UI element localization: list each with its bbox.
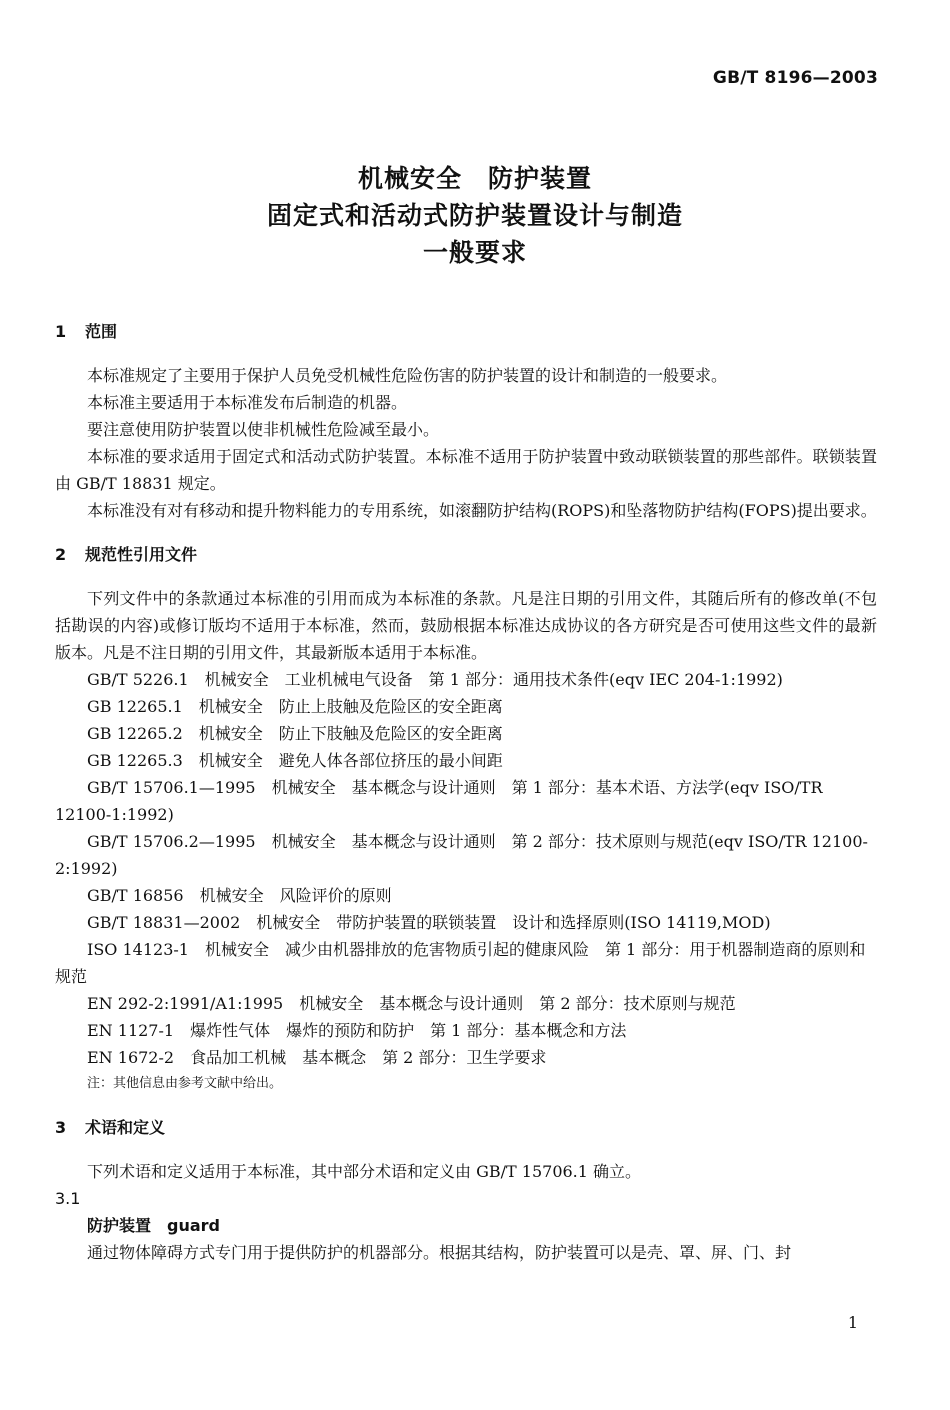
- section-title: 术语和定义: [85, 1118, 166, 1137]
- reference-item: GB 12265.3 机械安全 避免人体各部位挤压的最小间距: [87, 751, 503, 770]
- section-heading-normative-references: [55, 541, 877, 569]
- reference-item: ISO 14123-1 机械安全 减少由机器排放的危害物质引起的健康风险 第 1 部分：用于机器制造商的原则和规范: [55, 940, 866, 986]
- section-number: 3: [55, 1118, 67, 1137]
- reference-item: EN 292-2:1991/A1:1995 机械安全 基本概念与设计通则 第 2 部分：技术原则与规范: [87, 994, 736, 1013]
- term-number: 3.1: [55, 1189, 81, 1208]
- reference-item: GB/T 15706.1—1995 机械安全 基本概念与设计通则 第 1 部分：基本术语、方法学(eqv ISO/TR 12100-1:1992): [55, 778, 823, 824]
- note: 注：其他信息由参考文献中给出。: [87, 1076, 283, 1091]
- paragraph: 本标准规定了主要用于保护人员免受机械性危险伤害的防护装置的设计和制造的一般要求。: [87, 366, 728, 385]
- reference-item: GB/T 16856 机械安全 风险评价的原则: [87, 886, 392, 905]
- document-title: [0, 160, 950, 271]
- paragraph: 下列文件中的条款通过本标准的引用而成为本标准的条款。凡是注日期的引用文件，其随后所有的修改单(不包括勘误的内容)或修订版均不适用于本标准，然而，鼓励根据本标准达成协议的各方研究是否可使用这些文件的最新版本。凡是不注日期的引用文件，其最新版本适用于本标准。: [55, 589, 877, 662]
- reference-item: EN 1672-2 食品加工机械 基本概念 第 2 部分：卫生学要求: [87, 1048, 547, 1067]
- reference-item: GB 12265.2 机械安全 防止下肢触及危险区的安全距离: [87, 724, 503, 743]
- section-title: 范围: [85, 322, 118, 341]
- paragraph: 本标准主要适用于本标准发布后制造的机器。: [87, 393, 408, 412]
- term-name: 防护装置 guard: [87, 1216, 220, 1235]
- reference-item: GB/T 5226.1 机械安全 工业机械电气设备 第 1 部分：通用技术条件(eqv IEC 204-1:1992): [87, 670, 783, 689]
- paragraph: 本标准的要求适用于固定式和活动式防护装置。本标准不适用于防护装置中致动联锁装置的那些部件。联锁装置由 GB/T 18831 规定。: [55, 447, 877, 493]
- paragraph: 要注意使用防护装置以使非机械性危险减至最小。: [87, 420, 440, 439]
- document-body: [55, 318, 877, 1266]
- reference-item: EN 1127-1 爆炸性气体 爆炸的预防和防护 第 1 部分：基本概念和方法: [87, 1021, 627, 1040]
- paragraph: 本标准没有对有移动和提升物料能力的专用系统，如滚翻防护结构(ROPS)和坠落物防护结构(FOPS)提出要求。: [87, 501, 877, 520]
- section-number: 2: [55, 545, 67, 564]
- section-title: 规范性引用文件: [85, 545, 198, 564]
- page-number: 1: [847, 1313, 858, 1332]
- reference-item: GB/T 18831—2002 机械安全 带防护装置的联锁装置 设计和选择原则(ISO 14119,MOD): [87, 913, 771, 932]
- paragraph: 下列术语和定义适用于本标准，其中部分术语和定义由 GB/T 15706.1 确立。: [87, 1162, 642, 1181]
- reference-item: GB 12265.1 机械安全 防止上肢触及危险区的安全距离: [87, 697, 503, 716]
- section-number: 1: [55, 322, 67, 341]
- title-line-1: 机械安全 防护装置: [357, 164, 592, 193]
- reference-item: GB/T 15706.2—1995 机械安全 基本概念与设计通则 第 2 部分：技术原则与规范(eqv ISO/TR 12100-2:1992): [55, 832, 868, 878]
- term-definition: 通过物体障碍方式专门用于提供防护的机器部分。根据其结构，防护装置可以是壳、罩、屏、门、封: [87, 1243, 792, 1262]
- section-heading-terms-definitions: [55, 1114, 877, 1142]
- title-line-2: 固定式和活动式防护装置设计与制造: [266, 201, 683, 230]
- standard-code: GB/T 8196—2003: [712, 68, 878, 88]
- section-heading-scope: [55, 318, 877, 346]
- title-line-3: 一般要求: [422, 238, 527, 267]
